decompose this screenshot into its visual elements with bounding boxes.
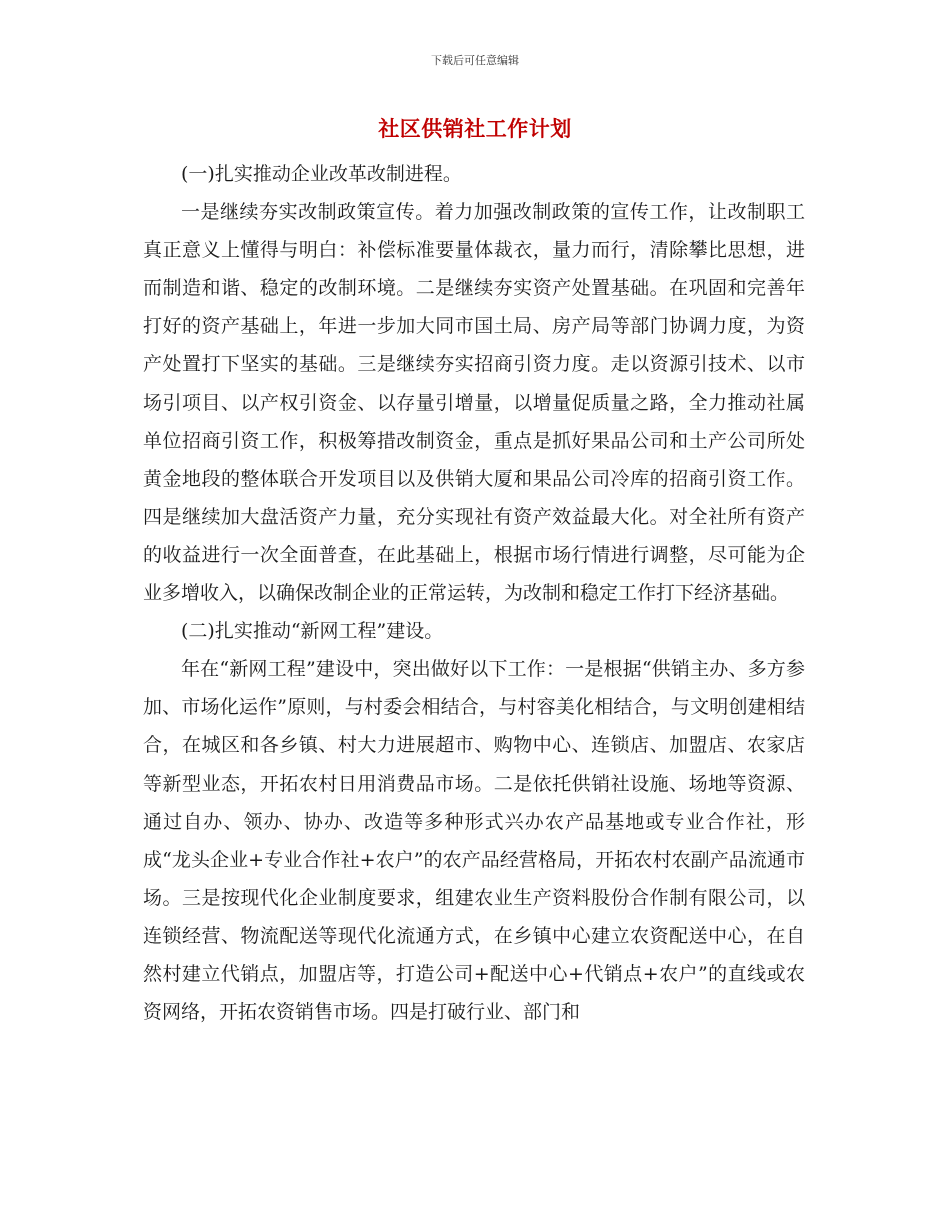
body-paragraph-2: 年在“新网工程”建设中，突出做好以下工作：一是根据“供销主办、多方参加、市场化运作”原则，与村委会相结合，与村容美化相结合，与文明创建相结合，在城区和各乡镇、村大力进展超市、购物中心、连锁店、加盟店、农家店等新型业态，开拓农村日用消费品市场。二是依托供销社设施、场地等资源、通过自办、领办、协办、改造等多种形式兴办农产品基地或专业合作社，形成“龙头企业+专业合作社+农户”的农产品经营格局，开拓农村农副产品流通市场。三是按现代化企业制度要求，组建农业生产资料股份合作制有限公司，以连锁经营、物流配送等现代化流通方式，在乡镇中心建立农资配送中心，在自然村建立代销点，加盟店等，打造公司+配送中心+代销点+农户”的直线或农资网络，开拓农资销售市场。四是打破行业、部门和 bbox=[143, 658, 805, 1024]
section-heading-2: (二)扎实推动“新网工程”建设。 bbox=[181, 620, 444, 643]
section-heading-1: (一)扎实推动企业改革改制进程。 bbox=[181, 163, 462, 185]
document-title: 社区供销社工作计划 bbox=[378, 117, 572, 141]
page-header-note: 下载后可任意编辑 bbox=[431, 54, 519, 67]
document-body bbox=[143, 155, 805, 1031]
body-paragraph-1: 一是继续夯实改制政策宣传。着力加强改制政策的宣传工作，让改制职工真正意义上懂得与明白：补偿标准要量体裁衣，量力而行，清除攀比思想，进而制造和谐、稳定的改制环境。二是继续夯实资产处置基础。在巩固和完善年打好的资产基础上，年进一步加大同市国土局、房产局等部门协调力度，为资产处置打下坚实的基础。三是继续夯实招商引资力度。走以资源引技术、以市场引项目、以产权引资金、以存量引增量，以增量促质量之路，全力推动社属单位招商引资工作，积极筹措改制资金，重点是抓好果品公司和土产公司所处黄金地段的整体联合开发项目以及供销大厦和果品公司冷库的招商引资工作。四是继续加大盘活资产力量，充分实现社有资产效益最大化。对全社所有资产的收益进行一次全面普查，在此基础上，根据市场行情进行调整，尽可能为企业多增收入，以确保改制企业的正常运转，为改制和稳定工作打下经济基础。 bbox=[143, 201, 805, 605]
